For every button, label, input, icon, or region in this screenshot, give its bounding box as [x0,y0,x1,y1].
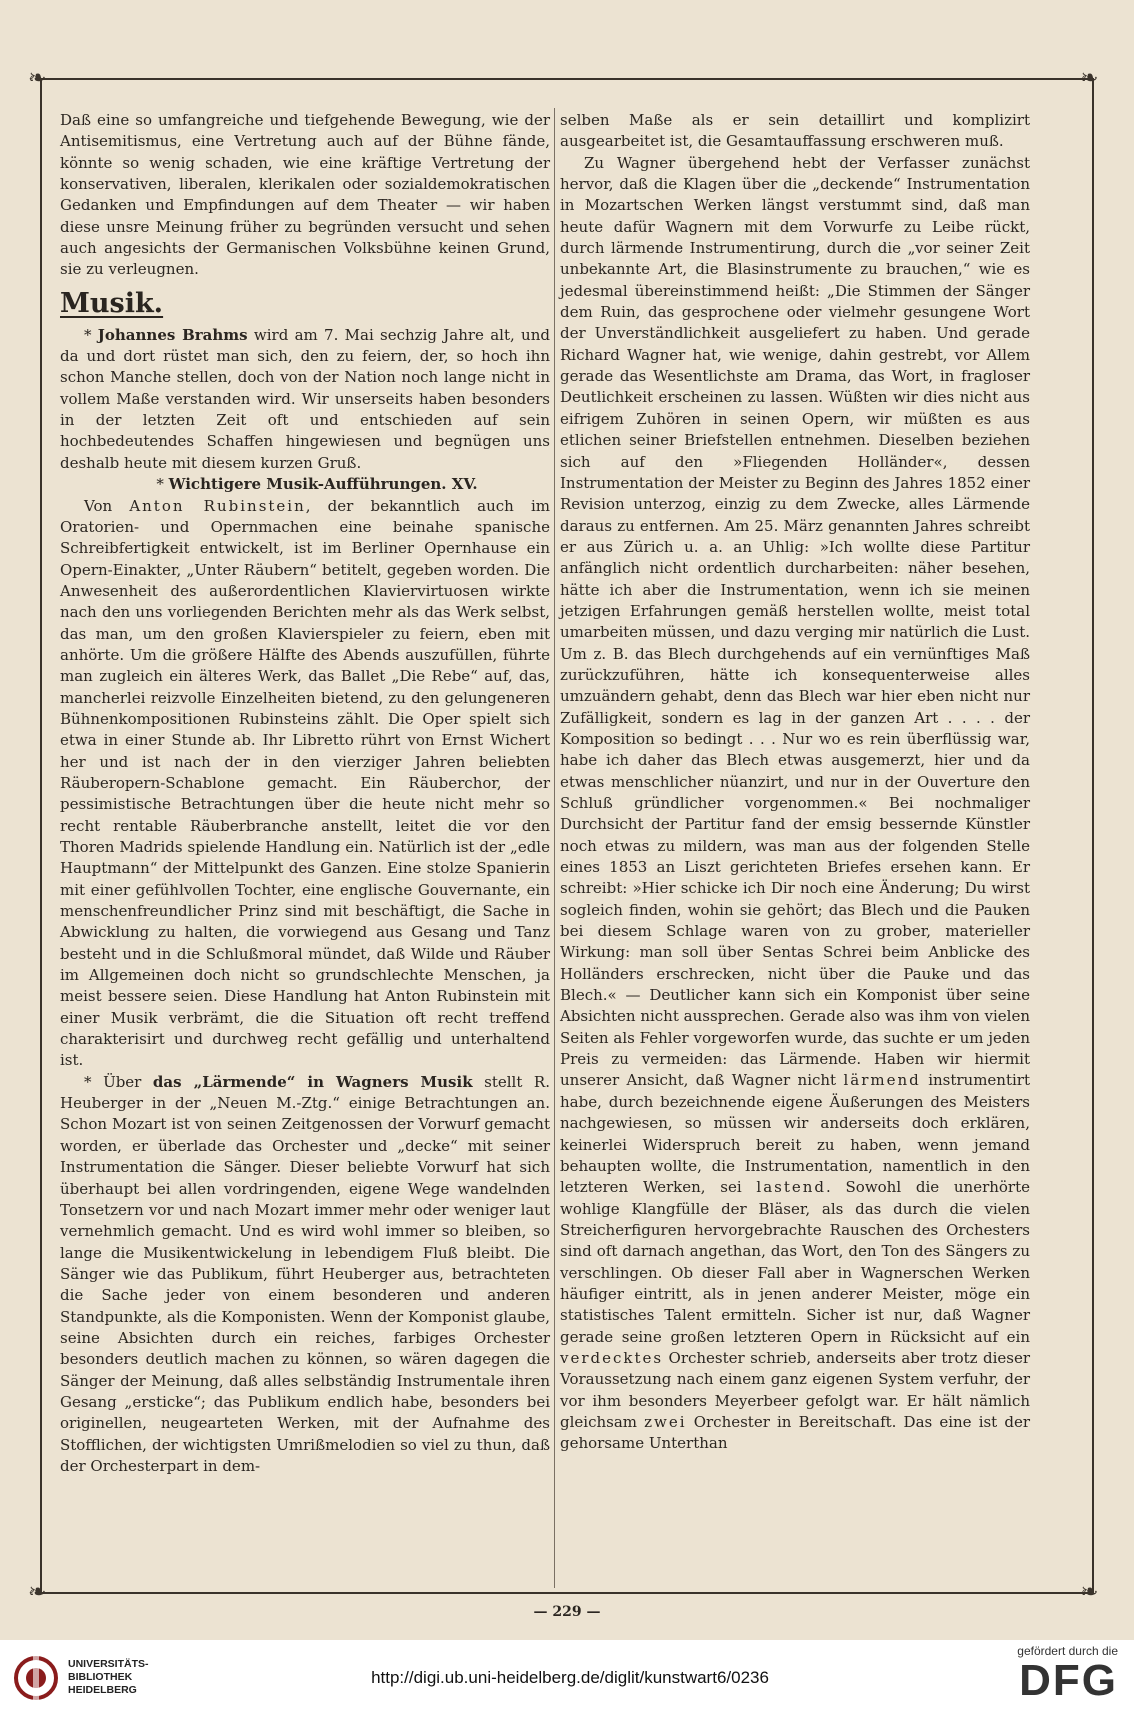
right-column [560,110,1030,1455]
auffuehrungen-heading-line: * Wichtigere Musik-Aufführungen. XV. [156,475,478,494]
laerm-paragraph: * Über das „Lärmende“ in Wagners Musik stellt R. Heuberger in der „Neuen M.-Ztg.“ einige Betrachtungen an. Schon Mozart ist von seinen Zeitgenossen der Vorwurf gemacht worden, er überlade das Orchester und „decke“ mit seiner Instrumentation die Sänger. Dieser beliebte Vorwurf hat sich überhaupt bei allen vordringenden, eigene Wege wandelnden Tonsetzern vor und nach Mozart immer mehr oder weniger laut vernehmlich gemacht. Und es wird wohl immer so bleiben, so lange die Musikentwickelung in lebendigem Fluß bleibt. Die Sänger wie das Publikum, führt Heuberger aus, betrachteten die Sache jeder von einem besonderen und anderen Standpunkte, als die Komponisten. Wenn der Komponist glaube, seine Absichten durch ein reiches, farbiges Orchester besonders deutlich machen zu können, so wären dagegen die Sänger der Meinung, daß alles selbständig Instrumentale ihren Gesang „ersticke“; das Publikum endlich habe, besonders bei originellen, neugearteten Werken, mit der Aufnahme des Stofflichen, der wichtigsten Umrißmelodien so viel zu thun, daß der Orchesterpart in dem- [60,1072,550,1475]
rubinstein-lead: Von [84,496,130,515]
ornament-bottom-left-icon: ❧ [28,1580,47,1605]
p2-spaced-verdecktes: verdecktes [560,1348,664,1367]
auffuehrungen-heading: Wichtigere Musik-Aufführungen. XV. [168,475,478,494]
uni-name-line-1: UNIVERSITÄTS- [68,1658,149,1670]
p2-text-d: Orchester schrieb, anderseits aber trotz dieser Voraussetzung nach einem ganz eigenen System verfuhr, der vor ihm besonders Meyerbeer gefolgt war. Er hält nämlich gleichsam [560,1348,1030,1431]
rubinstein-text: , der bekanntlich auch im Oratorien- und Opernmachen eine beinahe spanische Schreibfertigkeit entwickelt, ist im Berliner Opernhause ein Opern-Einakter, „Unter Räubern“ betitelt, gegeben worden. Die Anwesenheit des außerordentlichen Klaviervirtuosen wirkte nach den uns vorliegenden Berichten mehr als das Werk selbst, das man, um den großen Klavierspieler zu feiern, eben mit anhörte. Um die größere Hälfte des Abends auszufüllen, führte man zugleich ein älteres Werk, das Ballet „Die Rebe“ auf, das, mancherlei reizvolle Einzelheiten bietend, zu den gelungeneren Bühnenkompositionen Rubinsteins zählt. Die Oper spielt sich etwa in einer Stunde ab. Ihr Libretto rührt von Ernst Wichert her und ist nach der in den vierziger Jahren beliebten Räuberopern-Schablone gemacht. Ein Räuberchor, der pessimistische Betrachtungen über die heute nicht mehr so recht rentable Räuberbranche anstellt, leitet die vor den Thoren Madrids spielende Handlung ein. Natürlich ist der „edle Hauptmann“ der Mittelpunkt des Ganzen. Eine stolze Spanierin mit einer gefühlvollen Tochter, eine englische Gouvernante, ein menschenfreundlicher Prinz sind mit beschäftigt, die Sache in Abwicklung zu halten, die vorwiegend aus Gesang und Tanz besteht und in die Schlußmoral mündet, daß Wilde und Räuber im Allgemeinen doch nicht so grundschlechte Menschen, ja meist bessere seien. Diese Handlung hat Anton Rubinstein mit einer Musik verbrämt, die die Situation oft recht treffend charakterisirt und durchweg recht gefällig und unterhaltend ist. [60,496,550,1070]
page-number: — 229 — [533,1604,601,1620]
p2-spaced-lastend: lastend [756,1178,827,1197]
dfg-logo-block[interactable] [988,1644,1118,1704]
p2-text-c: . Sowohl die unerhörte wohlige Klangfülle der Bläser, als das durch die vielen Streicherfiguren hervorgebrachte Rauschen des Orchesters sind oft darnach angethan, das Wort, den Ton des Sängers zu verschlingen. Ob dieser Fall aber in Wagnerschen Werken häufiger eintritt, als in jenen anderer Meister, möge ein statistisches Talent ermitteln. Sicher ist nur, daß Wagner gerade seine großen letzteren Opern in Rücksicht auf ein [560,1178,1031,1346]
brahms-paragraph: * Johannes Brahms wird am 7. Mai sechzig Jahre alt, und da und dort rüstet man sich, den zu feiern, der, so hoch ihn schon Manche stellen, doch von der Nation noch lange nicht in vollem Maße verstanden wird. Wir unserseits haben besonders in der letzten Zeit oft und entschieden auf sein hochbedeutendes Schaffen hingewiesen und begnügen uns deshalb heute mit diesem kurzen Gruß. [60,325,550,472]
ornament-top-right-icon: ❧ [1080,66,1099,91]
p2-text-e: Orchester in Bereitschaft. Das eine ist der gehorsame Unterthan [560,1412,1030,1453]
frame-right-line [1092,78,1094,1594]
uni-name-line-2: BIBLIOTHEK [68,1671,133,1683]
rubinstein-name: Anton Rubinstein [129,496,306,515]
ornament-top-left-icon: ❧ [28,66,47,91]
left-column [60,110,550,1477]
right-paragraph-2 [560,153,1030,1455]
footer-bar [0,1640,1134,1720]
laerm-lead: Über [103,1072,153,1091]
intro-paragraph: Daß eine so umfangreiche und tiefgehende Bewegung, wie der Antisemitismus, eine Vertretung auch auf der Bühne fände, könnte so wenig schaden, wie eine kräftige Vertretung der konservativen, liberalen, klerikalen oder sozialdemokratischen Gedanken und Empfindungen auf dem Theater — wir haben diese unsre Meinung früher zu begründen versucht und sehen auch angesichts der Germanischen Volksbühne keinen Grund, sie zu verleugnen. [60,111,550,279]
brahms-heading: Johannes Brahms [97,325,248,344]
section-heading-musik: Musik. [60,287,164,319]
p2-spaced-zwei: zwei [644,1412,687,1431]
ornament-bottom-right-icon: ❧ [1080,1580,1099,1605]
laerm-text: stellt R. Heuberger in der „Neuen M.-Ztg.“ einige Betrachtungen an. Schon Mozart ist von seinen Zeitgenossen der Vorwurf gemacht worden, er überlade das Orchester und „decke“ mit seiner Instrumentation die Sänger. Dieser beliebte Vorwurf hat sich überhaupt bei allen vordringenden, eigene Wege wandelnden Tonsetzern vor und nach Mozart immer mehr oder weniger laut vernehmlich gemacht. Und es wird wohl immer so bleiben, so lange die Musikentwickelung in lebendigem Fluß bleibt. Die Sänger wie das Publikum, führt Heuberger aus, betrachteten die Sache jeder von einem besonderen und anderen Standpunkte, als die Komponisten. Wenn der Komponist glaube, seine Absichten durch ein reiches, farbiges Orchester besonders deutlich machen zu können, so wären dagegen die Sänger der Meinung, daß alles selbständig Instrumentale ihren Gesang „ersticke“; das Publikum endlich habe, besonders bei originellen, neugearteten Werken, mit der Aufnahme des Stofflichen, der wichtigsten Umrißmelodien so viel zu thun, daß der Orchesterpart in dem- [60,1072,550,1475]
dfg-caption: gefördert durch die [1017,1644,1118,1658]
dfg-logo: DFG [1019,1656,1118,1705]
p2-text-a: Zu Wagner übergehend hebt der Verfasser zunächst hervor, daß die Klagen über die „deckende“ Instrumentation in Mozartschen Werken längst verstummt sind, daß man heute dafür Wagnern mit dem Vorwurfe zu Leibe rückt, durch lärmende Instrumentirung, durch die „vor seiner Zeit unbekannte Art, die Blasinstrumente zu brauchen,“ wie es jedesmal übereinstimmend heißt: „Die Stimmen der Sänger dem Ruin, das gesprochene oder vielmehr gesungene Wort der Unverständlichkeit ausgeliefert zu haben. Und gerade Richard Wagner hat, wie wenige, dahin gestrebt, vor Allem gerade das Wesentlichste am Drama, das Wort, in fragloser Deutlichkeit erscheinen zu lassen. Wüßten wir dies nicht aus eifrigem Zuhören in seinen Opern, wir müßten es aus etlichen seiner Briefstellen entnehmen. Dieselben beziehen sich auf den »Fliegenden Holländer«, dessen Instrumentation der Meister zu Beginn des Jahres 1852 einer Revision unterzog, einzig zu dem Zwecke, alles Lärmende daraus zu entfernen. Am 25. März genannten Jahres schreibt er aus Zürich u. a. an Uhlig: »Ich wollte diese Partitur anfänglich nicht ordentlich durcharbeiten: näher besehen, hätte ich aber die Instrumentation, wenn ich sie meinen jetzigen Erfahrungen gemäß herstellen wollte, meist total umarbeiten müssen, und dazu verging mir natürlich die Lust. Um z. B. das Blech durchgehends auf ein vernünftiges Maß zurückzuführen, hätte ich konsequenterweise alles umzuändern gehabt, denn das Blech war hier eben nicht nur Zufälligkeit, sondern es lag in der ganzen Art . . . . der Komposition so bedingt . . . Nur wo es rein überflüssig war, habe ich daher das Blech etwas ausgemerzt, hier und da etwas menschlicher nüanzirt, und nur in der Ouverture den Schluß gründlicher vorgenommen.« Bei nochmaliger Durchsicht der Partitur fand der emsig bessernde Künstler noch etwas zu mildern, was man aus der folgenden Stelle eines 1853 an Liszt gerichteten Briefes ersehen kann. Er schreibt: »Hier schicke ich Dir noch eine Änderung; Du wirst sogleich finden, wohin sie gehört; das Blech und die Pauken bei diesem Schlage waren von zu grober, materieller Wirkung: man soll über Sentas Schrei beim Anblicke des Holländers erschrecken, nicht über die Pauke und das Blech.« — Deutlicher kann sich ein Komponist über seine Absichten nicht aussprechen. Gerade also was ihm von vielen Seiten als Fehler vorgeworfen wurde, das suchte er um jeden Preis zu vermeiden: das Lärmende. Haben wir hiermit unserer Ansicht, daß Wagner nicht [560,153,1030,1090]
uni-name-line-3: HEIDELBERG [68,1684,137,1696]
rubinstein-paragraph [60,496,550,1072]
frame-left-line [40,78,42,1594]
laerm-heading: das „Lärmende“ in Wagners Musik [152,1072,473,1091]
source-url-link[interactable]: http://digi.ub.uni-heidelberg.de/diglit/kunstwart6/0236 [371,1668,769,1687]
brahms-text: wird am 7. Mai sechzig Jahre alt, und da und dort rüstet man sich, den zu feiern, der, so hoch ihn schon Manche stellen, doch von der Nation noch lange nicht in vollem Maße verstanden wird. Wir unserseits haben besonders in der letzten Zeit oft und entschieden auf sein hochbedeutendes Schaffen hingewiesen und begnügen uns deshalb heute mit diesem kurzen Gruß. [60,325,550,472]
university-seal-icon [12,1654,60,1702]
p2-spaced-lärmend: lärmend [843,1071,921,1090]
column-divider [554,108,555,1588]
university-name [68,1658,188,1697]
frame-top-line [40,78,1094,80]
frame-bottom-line [40,1592,1094,1594]
p2-text-b: instrumentirt habe, durch bezeichnende eigene Äußerungen des Meisters nachgewiesen, so müssen wir anderseits doch erklären, keinerlei Widerspruch bereit zu haben, wenn jemand behaupten wollte, die Instrumentation, namentlich in den letzteren Werken, sei [560,1071,1030,1197]
right-paragraph-1: selben Maße als er sein detaillirt und komplizirt ausgearbeitet ist, die Gesamtauffassung erschweren muß. [560,111,1030,151]
university-library-logo[interactable] [12,1648,172,1708]
